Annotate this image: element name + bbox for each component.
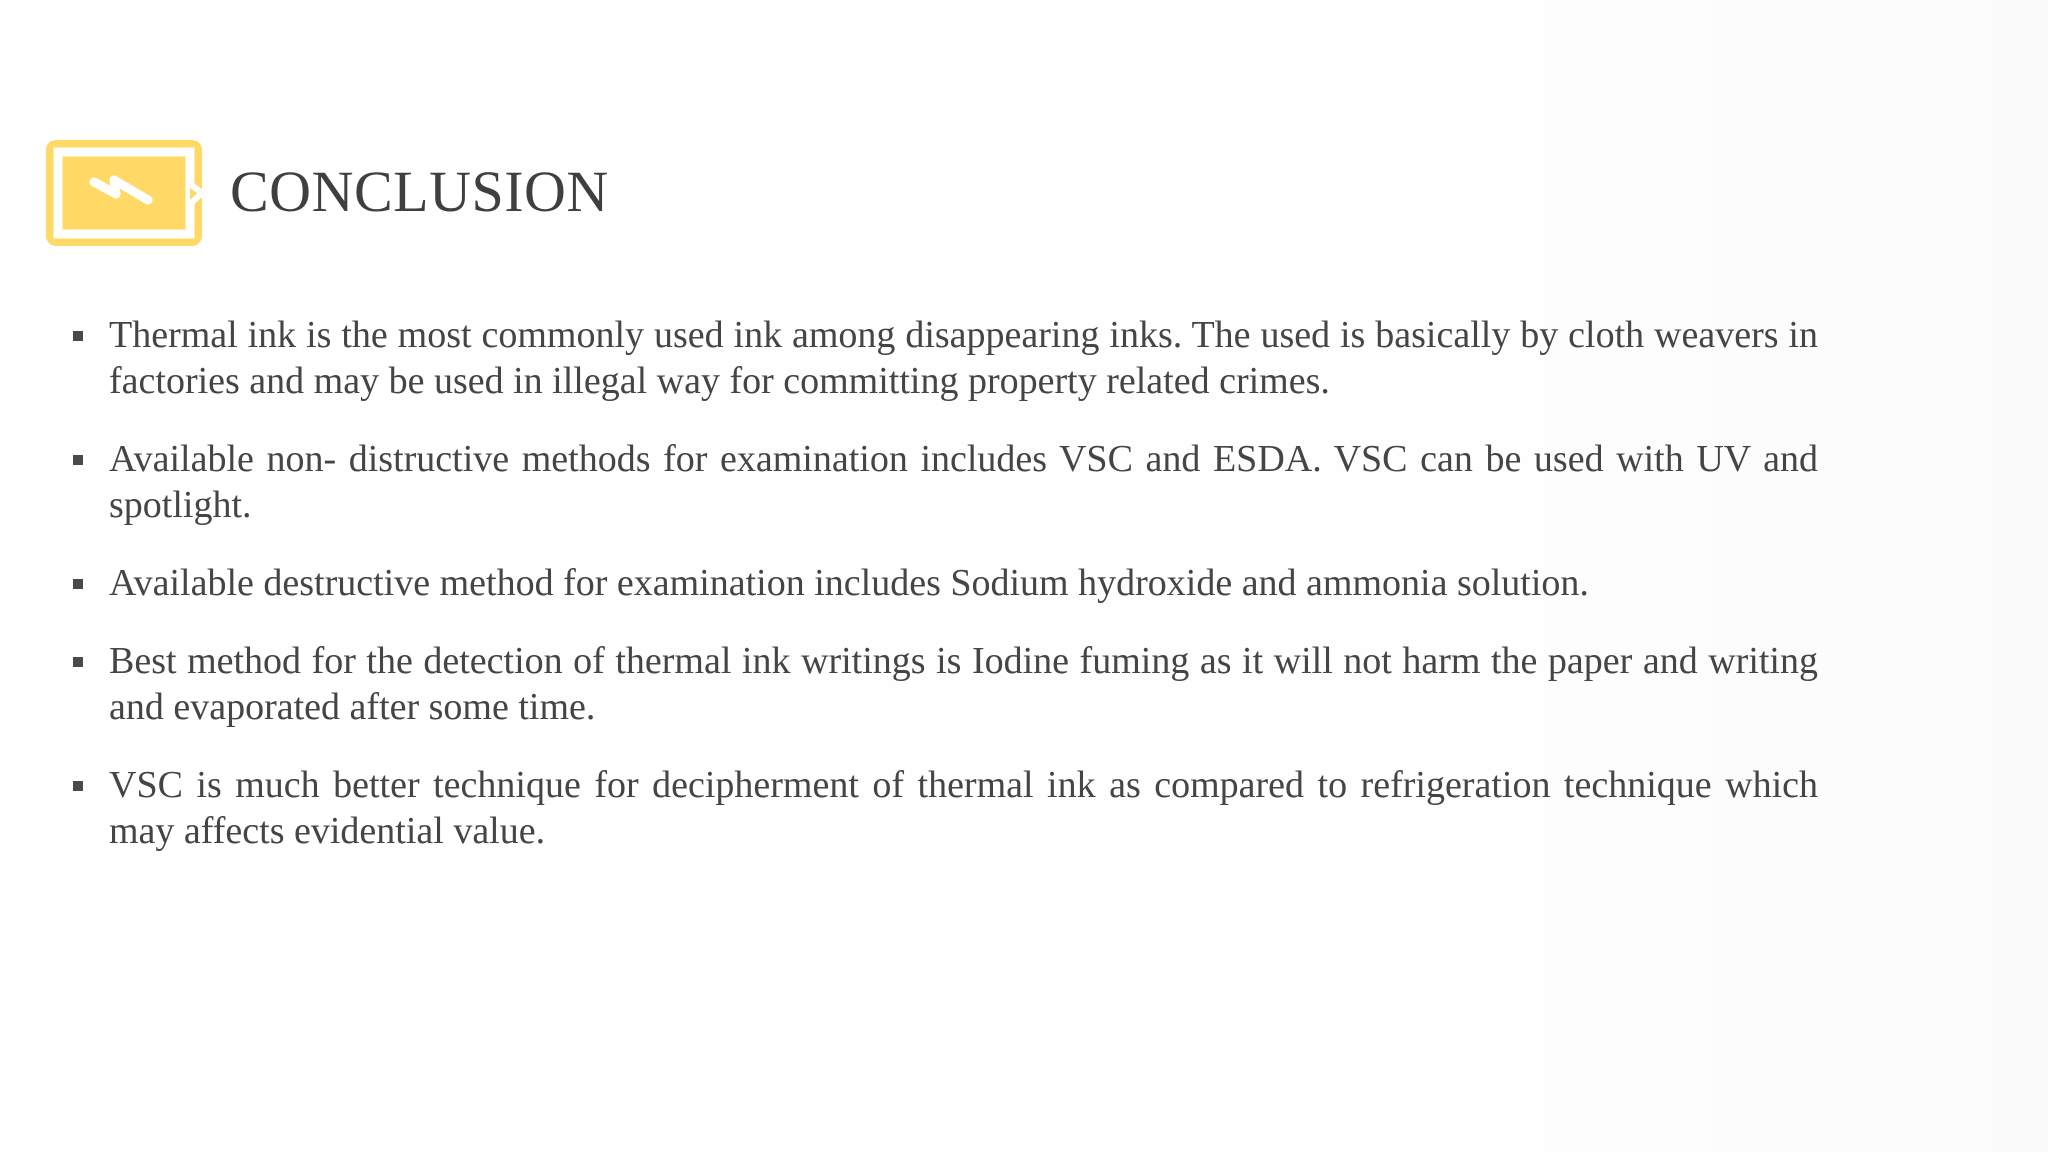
bullet-text: Available non- distructive methods for examination includes VSC and ESDA. VSC can be used with UV and spotlight. <box>109 438 1818 526</box>
bullet-item <box>70 560 1818 606</box>
square-bullet-icon <box>73 657 83 667</box>
bullet-item <box>70 762 1818 854</box>
bullet-item <box>70 312 1818 404</box>
square-bullet-icon <box>73 781 83 791</box>
square-bullet-icon <box>73 331 83 341</box>
bullet-text: VSC is much better technique for decipherment of thermal ink as compared to refrigeration technique which may affects evidential value. <box>109 764 1818 852</box>
bullet-text: Best method for the detection of thermal ink writings is Iodine fuming as it will not harm the paper and writing and evaporated after some time. <box>109 640 1818 728</box>
framed-zigzag-icon <box>44 138 208 248</box>
slide-title: CONCLUSION <box>230 159 609 224</box>
bullet-item <box>70 638 1818 730</box>
bullet-text: Thermal ink is the most commonly used ink among disappearing inks. The used is basically by cloth weavers in factories and may be used in illegal way for committing property related crimes. <box>109 314 1818 402</box>
bullet-text: Available destructive method for examination includes Sodium hydroxide and ammonia solution. <box>109 562 1589 604</box>
square-bullet-icon <box>73 455 83 465</box>
square-bullet-icon <box>73 579 83 589</box>
bullet-list <box>70 312 1818 886</box>
bullet-item <box>70 436 1818 528</box>
